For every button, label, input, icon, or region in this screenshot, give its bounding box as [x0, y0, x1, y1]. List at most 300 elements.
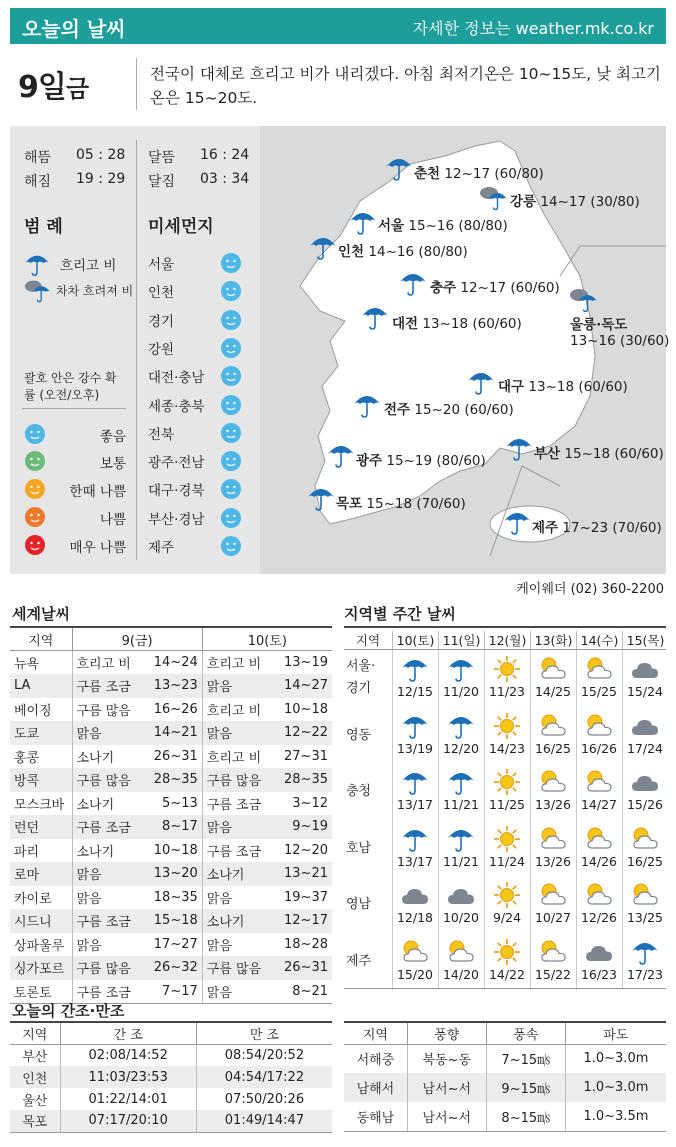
city-name: 강릉 — [510, 194, 537, 210]
table-cell: 목포 — [10, 1110, 60, 1132]
tide-table — [10, 1021, 332, 1133]
city-value: 12~17 (60/60) — [460, 280, 560, 296]
table-cell: 28~35 — [273, 768, 332, 792]
table-cell: 울산 — [22, 1093, 48, 1109]
partly-cloudy-icon — [445, 937, 477, 967]
col-header: 지역 — [10, 1022, 60, 1044]
table-cell: LA — [10, 674, 72, 698]
legend-item-label: 차차 흐려져 비 — [56, 284, 134, 298]
legend-item-label: 흐리고 비 — [60, 258, 117, 274]
weekly-temp: 11/21 — [442, 853, 480, 869]
city-label — [378, 214, 508, 234]
table-cell: 27~31 — [284, 748, 328, 764]
weekly-temp: 16/26 — [580, 740, 618, 756]
table-cell: 소나기 — [202, 909, 273, 933]
weekly-temp: 13/26 — [534, 853, 572, 869]
table-cell: 흐리고 비 — [202, 698, 273, 722]
city-name: 전주 — [384, 402, 411, 418]
sun-icon — [491, 654, 523, 684]
partly-cloudy-icon — [629, 880, 661, 910]
weekly-temp: 14/20 — [442, 966, 480, 982]
table-cell: 1.0~3.5m — [565, 1102, 666, 1131]
dust-region: 부산·경남 — [148, 511, 205, 528]
air-face-icon — [220, 337, 242, 359]
table-cell: 12~17 — [273, 909, 332, 933]
table-cell: 3~12 — [292, 795, 328, 811]
table-cell: 14~27 — [273, 674, 332, 698]
weekly-temp: 13/17 — [396, 853, 434, 869]
table-cell: 10~18 — [284, 701, 328, 717]
table-row — [344, 1102, 666, 1131]
weekly-temp: 13/19 — [396, 740, 434, 756]
world-title: 세계날씨 — [12, 605, 70, 623]
city-name: 서울 — [378, 218, 405, 234]
table-cell: 02:08/14:52 — [60, 1044, 196, 1066]
table-cell: 모스크바 — [14, 797, 65, 813]
table-cell: 상파울루 — [14, 938, 65, 954]
sunset-label: 해짐 — [24, 174, 52, 190]
partly-cloudy-icon — [537, 654, 569, 684]
table-cell: 흐리고 비 — [202, 745, 273, 769]
weekly-temp: 12/26 — [580, 910, 618, 925]
table-cell: 소나기 — [72, 745, 143, 769]
weekly-temp: 16/25 — [534, 740, 572, 756]
table-cell: 카이로 — [14, 891, 52, 907]
table-cell: 맑음 — [202, 674, 273, 698]
air-face-icon — [24, 423, 46, 445]
weekly-temp: 17/24 — [626, 740, 664, 756]
table-cell: 구름 조금 — [72, 815, 143, 839]
table-cell: 맑음 — [72, 862, 143, 886]
divider — [22, 408, 126, 409]
air-face-icon — [220, 507, 242, 529]
column-divider — [392, 650, 393, 990]
city-name: 대전 — [392, 316, 419, 332]
table-cell: 구름 조금 — [72, 909, 143, 933]
rain-icon — [466, 367, 496, 397]
partly-cloudy-icon — [537, 767, 569, 797]
table-cell: 남서~서 — [407, 1073, 486, 1102]
city-label — [532, 516, 662, 536]
tide-title: 오늘의 간조·만조 — [12, 1002, 125, 1020]
table-row — [10, 886, 332, 910]
rain-icon — [445, 767, 477, 797]
table-row — [10, 674, 332, 698]
air-face-icon — [220, 252, 242, 274]
table-row — [10, 933, 332, 957]
partly-cloudy-icon — [583, 880, 615, 910]
air-quality-label: 보통 — [99, 456, 126, 472]
table-cell: 1.0~3.0m — [565, 1044, 666, 1073]
city-value: 17~23 (70/60) — [562, 520, 662, 536]
cloud-icon — [445, 880, 477, 910]
weekly-temp: 14/23 — [488, 740, 526, 756]
weekly-temp: 14/22 — [488, 966, 526, 982]
rain-icon — [384, 153, 414, 183]
table-cell: 13~20 — [143, 862, 202, 886]
column-divider — [530, 650, 531, 990]
table-cell: 북동~동 — [407, 1044, 486, 1073]
rain-icon — [399, 824, 431, 854]
cloud-icon — [583, 937, 615, 967]
city-name: 제주 — [532, 520, 559, 536]
city-label — [356, 449, 486, 469]
table-cell: 파리 — [14, 844, 40, 860]
city-label — [510, 190, 640, 210]
table-row — [10, 862, 332, 886]
partly-cloudy-icon — [537, 824, 569, 854]
date-day: 9일 — [18, 70, 66, 105]
table-row — [344, 1044, 666, 1073]
weekly-temp: 14/27 — [580, 797, 618, 812]
weekly-temp: 15/20 — [396, 966, 434, 982]
weekly-temp: 15/26 — [626, 797, 664, 812]
world-weather-table — [10, 626, 332, 1004]
col-header: 지역 — [355, 633, 381, 648]
column-divider — [622, 650, 623, 990]
table-cell: 13~23 — [143, 674, 202, 698]
table-cell: 12~20 — [284, 842, 328, 858]
table-row — [10, 721, 332, 745]
table-cell: 구름 조금 — [202, 839, 273, 863]
table-cell: 구름 많음 — [202, 768, 273, 792]
sunrise-time: 05 : 28 — [76, 147, 126, 163]
dust-region: 전북 — [148, 426, 175, 443]
partly-cloudy-icon — [583, 767, 615, 797]
table-cell: 흐리고 비 — [202, 651, 273, 675]
partly-cloudy-icon — [583, 824, 615, 854]
table-cell: 남해서 — [344, 1073, 407, 1102]
col-header: 9(금) — [72, 627, 202, 651]
rain-icon — [306, 483, 336, 513]
city-label — [336, 492, 466, 512]
partly-cloudy-icon — [583, 654, 615, 684]
table-cell: 8~15㎧ — [486, 1102, 565, 1131]
cloud-icon — [629, 711, 661, 741]
col-header: 10(토) — [392, 631, 438, 649]
partly-cloudy-icon — [537, 711, 569, 741]
table-cell: 뉴욕 — [14, 657, 40, 672]
city-value: 15~19 (80/60) — [386, 453, 486, 469]
header-bar — [10, 8, 666, 44]
weekly-temp: 10/27 — [534, 910, 572, 925]
city-label — [414, 162, 544, 182]
moonset-time: 03 : 34 — [200, 171, 250, 187]
city-value: 13~18 (60/60) — [422, 316, 522, 332]
city-name: 목포 — [336, 496, 363, 512]
table-cell: 맑음 — [72, 886, 143, 910]
city-name: 울릉·독도 — [570, 317, 628, 333]
table-cell: 8~21 — [273, 980, 332, 1004]
city-name: 춘천 — [414, 166, 441, 182]
table-row — [10, 839, 332, 863]
date — [18, 62, 88, 106]
rain-icon — [502, 507, 532, 537]
cloud-icon — [629, 654, 661, 684]
col-header: 파도 — [565, 1022, 666, 1044]
table-cell: 26~31 — [153, 748, 198, 764]
sunset-time: 19 : 29 — [76, 171, 126, 187]
table-cell: 구름 많음 — [72, 956, 143, 980]
col-header: 10(토) — [202, 627, 332, 651]
rain-icon — [399, 654, 431, 684]
table-row — [10, 956, 332, 980]
sun-icon — [491, 824, 523, 854]
rain-icon — [399, 767, 431, 797]
sea-table — [344, 1021, 666, 1132]
table-row — [10, 768, 332, 792]
air-face-icon — [220, 309, 242, 331]
dust-region: 광주·전남 — [148, 455, 205, 472]
weekly-temp: 13/25 — [626, 910, 664, 925]
table-cell: 소나기 — [202, 862, 273, 886]
sun-icon — [491, 937, 523, 967]
table-cell: 소나기 — [72, 792, 143, 816]
col-header: 간 조 — [60, 1022, 196, 1044]
table-cell: 26~31 — [273, 956, 332, 980]
table-cell: 구름 조금 — [202, 792, 273, 816]
sun-icon — [491, 711, 523, 741]
table-cell: 19~37 — [284, 889, 328, 905]
table-cell: 인천 — [10, 1066, 60, 1088]
col-header: 만 조 — [196, 1022, 332, 1044]
table-cell: 흐리고 비 — [72, 651, 143, 675]
cloud-rain-icon — [478, 182, 508, 212]
weekly-temp: 16/25 — [626, 853, 664, 869]
col-header: 풍속 — [486, 1022, 565, 1044]
partly-cloudy-icon — [537, 880, 569, 910]
weekly-temp: 17/23 — [626, 966, 664, 982]
column-divider — [438, 650, 439, 990]
table-cell: 맑음 — [72, 933, 143, 957]
city-label — [338, 240, 468, 260]
table-row — [10, 698, 332, 722]
city-label — [534, 442, 664, 462]
table-cell: 9~15㎧ — [486, 1073, 565, 1102]
city-name: 충주 — [430, 280, 457, 296]
col-header: 15(목) — [622, 631, 668, 649]
dust-region: 대구·경북 — [148, 483, 205, 500]
table-cell: 로마 — [10, 862, 72, 886]
table-row — [10, 909, 332, 933]
city-name: 부산 — [534, 446, 561, 462]
partly-cloudy-icon — [537, 937, 569, 967]
city-name: 대구 — [498, 379, 525, 395]
air-face-icon — [220, 535, 242, 557]
air-face-icon — [220, 478, 242, 500]
partly-cloudy-icon — [583, 711, 615, 741]
table-cell: 홍콩 — [14, 750, 40, 766]
dust-region: 인천 — [148, 285, 175, 302]
city-label — [392, 312, 522, 332]
city-value: 15~16 (80/80) — [408, 218, 508, 234]
city-value: 15~18 (60/60) — [564, 446, 664, 462]
city-label — [430, 276, 560, 296]
dust-region: 강원 — [148, 341, 175, 358]
legend-title: 범 례 — [24, 217, 63, 237]
moonset-label: 달짐 — [148, 174, 176, 190]
table-cell: 13~19 — [284, 655, 328, 670]
dust-region: 제주 — [148, 540, 175, 556]
col-header: 14(수) — [576, 631, 622, 649]
weekly-title: 지역별 주간 날씨 — [344, 605, 456, 623]
table-cell: 16~26 — [153, 701, 198, 717]
credit: 케이웨더 (02) 360-2200 — [516, 582, 664, 597]
table-cell: 7~15㎧ — [486, 1044, 565, 1073]
air-quality-label: 좋음 — [99, 429, 126, 445]
table-cell: 방콕 — [10, 768, 72, 792]
weekly-temp: 11/24 — [488, 853, 526, 869]
rain-icon — [445, 711, 477, 741]
divider — [136, 58, 137, 110]
air-face-icon — [24, 478, 46, 500]
weekly-temp: 15/25 — [580, 684, 618, 699]
dust-region: 서울 — [148, 257, 175, 273]
moonrise-time: 16 : 24 — [200, 147, 250, 163]
air-face-icon — [220, 280, 242, 302]
table-cell: 동해남 — [344, 1102, 407, 1131]
table-row — [10, 1044, 332, 1066]
air-face-icon — [220, 365, 242, 387]
table-row — [10, 1088, 332, 1110]
rain-icon — [352, 390, 382, 420]
dust-region: 대전·충남 — [148, 370, 205, 387]
table-cell: 10~18 — [153, 842, 198, 858]
table-cell: 부산 — [22, 1049, 48, 1065]
air-face-icon — [24, 450, 46, 472]
table-cell: 서해중 — [356, 1053, 395, 1069]
dust-title: 미세먼지 — [148, 217, 214, 237]
table-cell: 18~35 — [153, 889, 198, 905]
cloud-rain-icon — [568, 284, 598, 314]
moonrise-label: 달뜸 — [148, 150, 176, 166]
table-cell: 8~17 — [143, 815, 202, 839]
table-cell: 28~35 — [143, 768, 202, 792]
weekly-region: 호남 — [346, 840, 372, 856]
table-cell: 07:17/20:10 — [60, 1110, 196, 1132]
col-header: 12(월) — [484, 631, 530, 649]
table-cell: 04:54/17:22 — [196, 1066, 332, 1088]
weekly-region: 서울·경기 — [346, 659, 376, 696]
col-header: 지역 — [344, 1022, 407, 1044]
weekly-temp: 13/26 — [534, 797, 572, 812]
table-cell: 13~21 — [273, 862, 332, 886]
dust-region: 경기 — [148, 313, 175, 330]
city-value: 13~18 (60/60) — [528, 379, 628, 395]
header-title: 오늘의 날씨 — [22, 17, 126, 41]
rain-icon — [504, 433, 534, 463]
column-divider — [576, 650, 577, 990]
table-cell: 소나기 — [72, 839, 143, 863]
air-face-icon — [24, 534, 46, 556]
cloud-rain-icon — [22, 276, 52, 304]
rain-icon — [399, 711, 431, 741]
partly-cloudy-icon — [399, 937, 431, 967]
table-cell: 런던 — [10, 815, 72, 839]
air-face-icon — [220, 422, 242, 444]
table-cell: 7~17 — [143, 980, 202, 1004]
table-row — [10, 1066, 332, 1088]
city-value: 13~16 (30/60) — [570, 333, 670, 349]
weekly-weather — [344, 626, 666, 990]
weekly-temp: 14/25 — [534, 684, 572, 699]
city-name: 인천 — [338, 244, 365, 260]
table-row — [10, 792, 332, 816]
panel-divider — [136, 140, 137, 560]
partly-cloudy-icon — [629, 824, 661, 854]
header-link[interactable]: 자세한 정보는 weather.mk.co.kr — [412, 19, 654, 38]
city-value: 12~17 (60/80) — [444, 166, 544, 182]
city-label — [384, 398, 514, 418]
table-cell: 26~32 — [143, 956, 202, 980]
city-value: 14~16 (80/80) — [368, 244, 468, 260]
sunrise-label: 해뜸 — [24, 150, 52, 166]
weekly-temp: 9/24 — [492, 910, 522, 925]
weekly-temp: 15/24 — [626, 684, 664, 699]
table-row — [10, 815, 332, 839]
weekly-region: 제주 — [346, 953, 372, 969]
rain-icon — [326, 440, 356, 470]
rain-icon — [629, 937, 661, 967]
table-row — [10, 651, 332, 675]
air-quality-label: 한때 나쁨 — [69, 484, 126, 500]
table-cell: 11:03/23:53 — [60, 1066, 196, 1088]
table-cell: 07:50/20:26 — [196, 1088, 332, 1110]
rain-icon — [348, 207, 378, 237]
table-cell: 12~22 — [273, 721, 332, 745]
weekly-region: 충청 — [346, 784, 372, 799]
weather-summary: 전국이 대체로 흐리고 비가 내리겠다. 아침 최저기온은 10~15도, 낮 최고기온은 15~20도. — [150, 65, 661, 107]
sun-icon — [491, 767, 523, 797]
table-cell: 맑음 — [202, 815, 273, 839]
table-cell: 맑음 — [202, 933, 273, 957]
table-cell: 01:49/14:47 — [196, 1110, 332, 1132]
rain-icon — [445, 824, 477, 854]
col-header: 13(화) — [530, 631, 576, 649]
column-divider — [484, 650, 485, 990]
weekly-temp: 13/17 — [396, 797, 434, 812]
table-row — [10, 1110, 332, 1132]
weekly-temp: 15/22 — [534, 966, 572, 982]
rain-icon — [360, 302, 390, 332]
table-cell: 구름 조금 — [72, 980, 143, 1004]
city-value: 14~17 (30/80) — [540, 194, 640, 210]
city-value: 15~18 (70/60) — [366, 496, 466, 512]
table-cell: 17~27 — [153, 936, 198, 952]
table-row — [344, 1073, 666, 1102]
table-cell: 14~21 — [143, 721, 202, 745]
date-weekday: 금 — [65, 75, 89, 103]
col-header: 풍향 — [407, 1022, 486, 1044]
table-cell: 5~13 — [162, 795, 198, 811]
legend-note: 괄호 안은 강수 확률 (오전/오후) — [24, 371, 117, 402]
table-cell: 구름 많음 — [202, 956, 273, 980]
table-cell: 맑음 — [202, 721, 273, 745]
table-cell: 15~18 — [143, 909, 202, 933]
col-header: 11(일) — [438, 631, 484, 649]
cloud-icon — [629, 767, 661, 797]
weekly-header — [344, 626, 666, 650]
city-value: 15~20 (60/60) — [414, 402, 514, 418]
table-cell: 토론토 — [10, 980, 72, 1004]
rain-icon — [398, 268, 428, 298]
table-cell: 시드니 — [10, 909, 72, 933]
rain-icon — [22, 250, 52, 278]
col-header: 지역 — [10, 627, 72, 651]
weekly-temp: 12/15 — [396, 684, 434, 699]
weekly-temp: 12/20 — [442, 740, 480, 756]
weekly-region: 영동 — [346, 727, 372, 743]
